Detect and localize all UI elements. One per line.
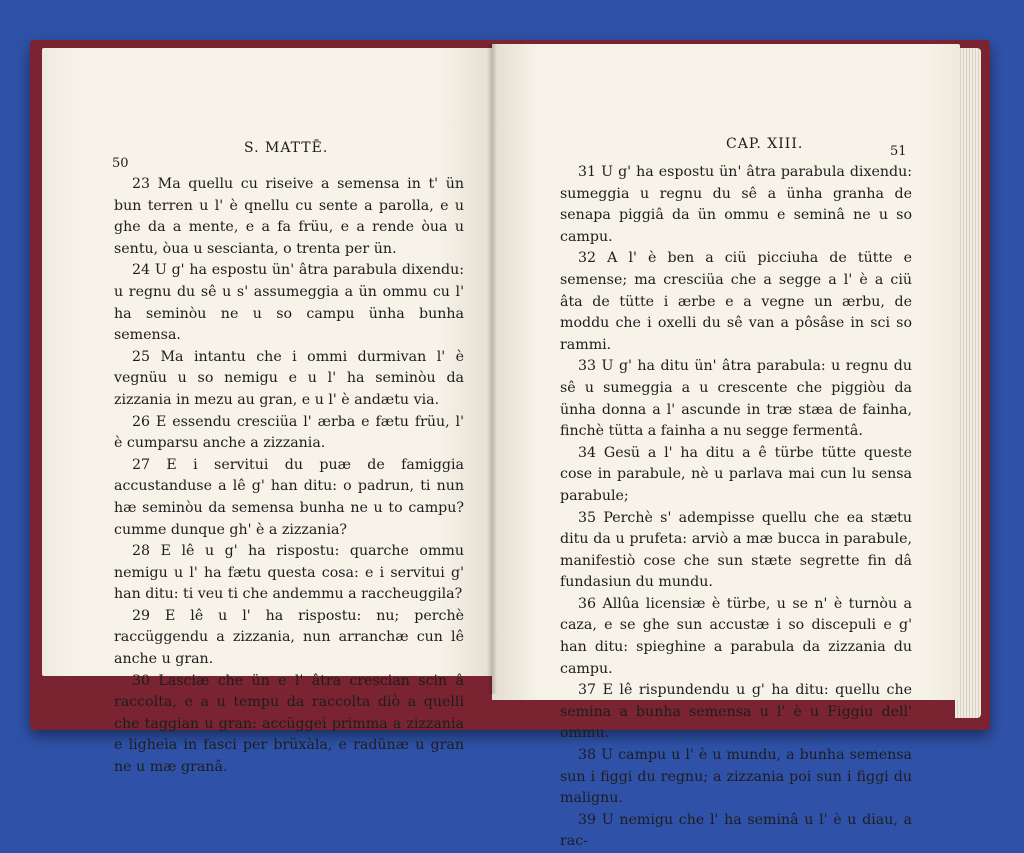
verse-39: 39 U nemigu che l' ha seminâ u l' è u diau, a rac-	[560, 811, 912, 850]
right-text-block	[560, 162, 912, 853]
verse-29: 29 E lê u l' ha rispostu: nu; perchè raccüggendu a zizzania, nun arranchæ cun lê anche u gran.	[114, 607, 464, 668]
verse-37: 37 E lê rispundendu u g' ha ditu: quellu che semina a bunha semensa u l' è u Figgiu dell' ommu.	[560, 682, 912, 742]
verse-34: 34 Gesü a l' ha ditu a ê türbe tütte queste cose in parabule, nè u parlava mai cun lu sensa parabule;	[560, 444, 912, 504]
verse-32: 32 A l' è ben a ciü picciuha de tütte e semense; ma cresciüa che a segge a l' è a ciü âta de tütte i ærbe e a vegne un ærbu, de moddu che i oxelli du sê van a pôsâse in sci so rammi.	[560, 250, 912, 353]
verse-26: 26 E essendu cresciüa l' ærba e fætu früu, l' è cumparsu anche a zizzania.	[114, 413, 464, 452]
left-page-number: 50	[112, 156, 129, 171]
verse-36: 36 Allûa licensiæ è türbe, u se n' è turnòu a caza, e se ghe sun accustæ i so discepuli e g' han ditu: spieghine a parabula da zizzania du campu.	[560, 595, 912, 677]
verse-33: 33 U g' ha ditu ün' âtra parabula: u regnu du sê u sumeggia a u crescente che piggiòu da ünha donna a l' ascunde in træ stæa de fainha, finchè tütta a fainha a nu segge fermentâ.	[560, 358, 912, 440]
verse-23: 23 Ma quellu cu riseive a semensa in t' ün bun terren u l' è qnellu cu sente a parolla, e u ghe da a mente, e a fa früu, e a rende òua u sentu, òua u sescianta, o trenta per ün.	[114, 176, 464, 257]
right-page	[492, 44, 960, 850]
right-running-head: CAP. XIII.	[726, 136, 804, 152]
verse-27: 27 E i servitui du puæ de famiggia accustanduse a lê g' han ditu: o padrun, ti nun hæ seminòu da semensa bunha ne u to campu? cumme dunque gh' è a zizzania?	[114, 456, 464, 538]
left-page	[42, 48, 492, 776]
verse-25: 25 Ma intantu che i ommi durmivan l' è vegnüu u so nemigu e u l' ha seminòu da zizzania in mezu au gran, e u l' è andætu via.	[114, 348, 464, 408]
verse-38: 38 U campu u l' è u mundu, a bunha semensa sun i figgi du regnu; a zizzania poi sun i figgi du malignu.	[560, 747, 912, 807]
right-page-number: 51	[890, 144, 907, 159]
verse-35: 35 Perchè s' adempisse quellu che ea stætu ditu da u prufeta: arviò a mæ bucca in parabule, manifestiò cose che sun stæte segrette fin dâ fundasiun du mundu.	[560, 509, 912, 591]
verse-31: 31 U g' ha espostu ün' âtra parabula dixendu: sumeggia u regnu du sê a ünha granha de senapa piggiâ da ün ommu e seminâ ne u so campu.	[560, 164, 912, 245]
left-text-block	[114, 174, 464, 779]
left-running-head: S. MATTĒ.	[244, 140, 329, 156]
book-gutter	[487, 44, 497, 694]
verse-24: 24 U g' ha espostu ün' âtra parabula dixendu: u regnu du sê u s' assumeggia a ün ommu cu l' ha seminòu ne u so campu ünha bunha semensa.	[114, 262, 464, 344]
verse-30: 30 Lasciæ che ün e l' âtra crescian scin â raccolta, e a u tempu da raccolta diò a quelli che taggian u gran: accüggeì primma a zizzania e ligheìa in fasci per brüxàla, e radünæ u gran ne u mæ granâ.	[114, 672, 464, 776]
verse-28: 28 E lê u g' ha rispostu: quarche ommu nemigu u l' ha fætu questa cosa: e i servitui g' han ditu: ti veu ti che andemmu a raccheuggila?	[114, 543, 464, 603]
